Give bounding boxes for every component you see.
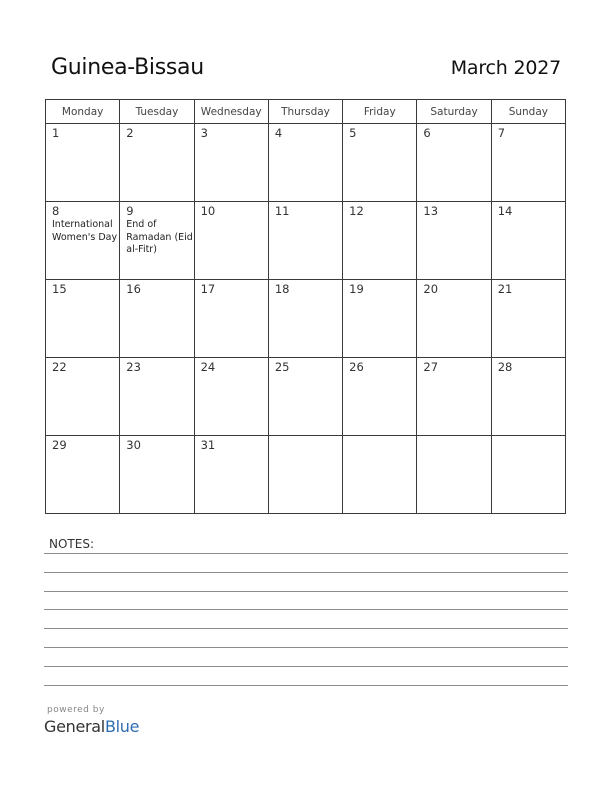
day-cell (46, 280, 120, 358)
day-number: 2 (126, 126, 134, 140)
month-year-title: March 2027 (450, 57, 561, 79)
day-cell (417, 358, 491, 436)
day-cell (120, 436, 194, 514)
day-number: 10 (200, 204, 216, 218)
day-number: 22 (52, 360, 67, 374)
day-number: 18 (274, 282, 290, 296)
day-number: 1 (52, 126, 60, 140)
note-line (44, 666, 568, 667)
note-line (44, 628, 568, 629)
day-cell (417, 202, 491, 280)
day-cell (46, 436, 120, 514)
note-line (44, 685, 568, 686)
holiday-label: International Women's Day (52, 219, 118, 243)
day-number: 31 (200, 438, 216, 452)
day-cell (268, 124, 342, 202)
day-number: 27 (423, 360, 439, 374)
day-number: 23 (126, 360, 141, 374)
note-line (44, 647, 568, 648)
day-cell (268, 358, 342, 436)
day-cell (343, 358, 417, 436)
day-cell (194, 358, 268, 436)
weekday-tuesday: Tuesday (120, 100, 194, 124)
week-row (46, 358, 566, 436)
day-cell (491, 280, 565, 358)
week-row (46, 280, 566, 358)
day-number: 24 (200, 360, 216, 374)
day-cell (268, 280, 342, 358)
note-line (44, 572, 568, 573)
day-cell (343, 436, 417, 514)
week-row (46, 436, 566, 514)
country-title: Guinea-Bissau (51, 55, 204, 80)
day-number: 19 (349, 282, 364, 296)
day-cell (194, 280, 268, 358)
week-row (46, 202, 566, 280)
notes-label: NOTES: (49, 537, 94, 551)
weekday-header-row (46, 100, 566, 124)
weekday-monday: Monday (46, 100, 120, 124)
note-line (44, 553, 568, 554)
day-number: 13 (423, 204, 439, 218)
day-cell (46, 358, 120, 436)
day-cell (120, 124, 194, 202)
day-cell (491, 202, 565, 280)
day-cell (417, 280, 491, 358)
day-number: 16 (126, 282, 141, 296)
day-number: 15 (52, 282, 67, 296)
day-number: 28 (497, 360, 513, 374)
day-number: 5 (349, 126, 357, 140)
day-cell (343, 280, 417, 358)
day-cell (491, 124, 565, 202)
day-cell (491, 436, 565, 514)
day-number: 17 (200, 282, 216, 296)
day-number: 12 (349, 204, 364, 218)
day-number: 6 (423, 126, 431, 140)
brand-name-blue: Blue (104, 717, 140, 736)
day-number: 9 (126, 204, 134, 218)
day-cell (46, 202, 120, 280)
day-cell (343, 202, 417, 280)
day-cell (268, 436, 342, 514)
day-cell (120, 358, 194, 436)
day-number: 30 (126, 438, 141, 452)
weekday-thursday: Thursday (268, 100, 342, 124)
brand-name-general: General (44, 717, 105, 736)
day-cell (120, 202, 194, 280)
day-cell (268, 202, 342, 280)
day-cell (194, 124, 268, 202)
weekday-wednesday: Wednesday (194, 100, 268, 124)
weekday-friday: Friday (343, 100, 417, 124)
brand-logo (44, 717, 139, 736)
day-number: 21 (497, 282, 513, 296)
day-number: 29 (52, 438, 67, 452)
day-cell (46, 124, 120, 202)
weekday-sunday: Sunday (491, 100, 565, 124)
day-cell (120, 280, 194, 358)
day-number: 4 (274, 126, 283, 140)
day-cell (194, 202, 268, 280)
note-line (44, 609, 568, 610)
day-cell (491, 358, 565, 436)
day-number: 7 (497, 126, 506, 140)
calendar-grid (45, 99, 566, 514)
holiday-label: End of Ramadan (Eid al-Fitr) (126, 219, 193, 255)
day-number: 25 (274, 360, 290, 374)
note-line (44, 591, 568, 592)
day-number: 3 (200, 126, 208, 140)
day-number: 8 (52, 204, 60, 218)
powered-by-text: powered by (47, 705, 105, 715)
weekday-saturday: Saturday (417, 100, 491, 124)
day-cell (417, 124, 491, 202)
day-number: 11 (274, 204, 290, 218)
day-cell (194, 436, 268, 514)
day-number: 20 (423, 282, 439, 296)
day-number: 26 (349, 360, 364, 374)
day-cell (417, 436, 491, 514)
day-number: 14 (497, 204, 513, 218)
day-cell (343, 124, 417, 202)
week-row (46, 124, 566, 202)
